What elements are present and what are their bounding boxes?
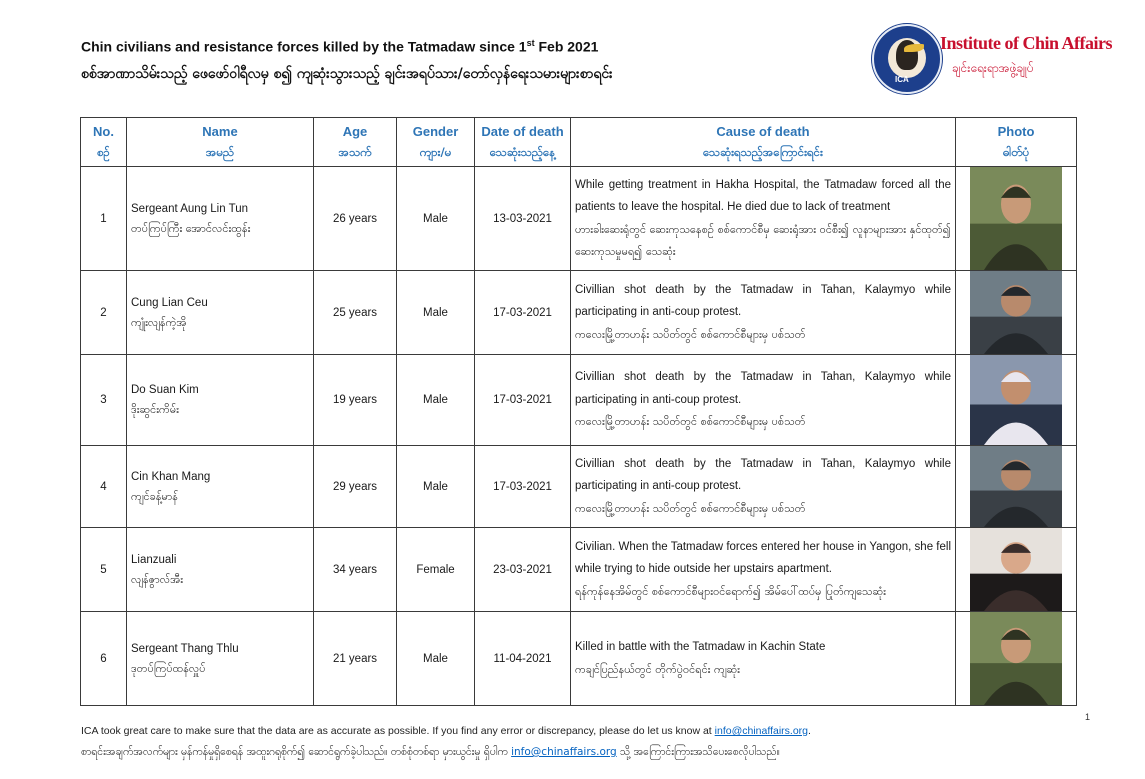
row-number: 1 [81,167,127,271]
age-cell: 34 years [314,528,397,612]
header-age: Age အသက် [314,118,397,167]
page-number: 1 [1085,712,1091,722]
woman-portrait-image [970,528,1062,611]
row-number: 2 [81,271,127,355]
footer-note-burmese: စာရင်းအချက်အလက်များ မှန်ကန်မှုရှိစေရန် အထူးဂရုစိုက်၍ ဆောင်ရွက်ခဲ့ပါသည်။ တစ်စုံတစ်ရာ မှားယွင်းမှု ရှိပါက info@chinaffairs.org သို့ အကြောင်းကြားအသိပေးစေလိုပါသည်။ [81,746,780,758]
cause-text: Civillian shot death by the Tatmadaw in Tahan, Kalaymyo while participating in anti-coup protest. [575,371,951,406]
person-name-cell [127,612,314,706]
row-number: 4 [81,446,127,528]
man-portrait-image [970,446,1062,527]
man-portrait-image [970,271,1062,354]
date-cell: 23-03-2021 [475,528,571,612]
person-name-cell [127,528,314,612]
header-name: Name အမည် [127,118,314,167]
gender-cell: Male [397,612,475,706]
page-title: Chin civilians and resistance forces killed by the Tatmadaw since 1st Feb 2021 [81,38,599,55]
age-cell: 19 years [314,355,397,446]
header-photo: Photo ဓါတ်ပုံ [956,118,1077,167]
photo-cell [956,446,1077,528]
age-cell: 26 years [314,167,397,271]
person-name-cell [127,446,314,528]
header-cause: Cause of death သေဆုံးရသည့်အကြောင်းရင်း [571,118,956,167]
photo-cell [956,528,1077,612]
table-row [81,528,1077,612]
person-name-cell [127,355,314,446]
table-row [81,271,1077,355]
header-date: Date of death သေဆုံးသည့်နေ့ [475,118,571,167]
person-name: Lianzuali [131,553,177,566]
cause-text: Civillian shot death by the Tatmadaw in Tahan, Kalaymyo while participating in anti-coup protest. [575,457,951,493]
cause-text: Civillian shot death by the Tatmadaw in Tahan, Kalaymyo while participating in anti-coup protest. [575,283,951,319]
cause-text-burmese: ကလေးမြို့တာဟန်း သပိတ်တွင် စစ်ကောင်စီများမှ ပစ်သတ် [575,327,806,341]
gender-cell: Male [397,271,475,355]
table-row [81,612,1077,706]
date-cell: 13-03-2021 [475,167,571,271]
ica-logo [872,24,1113,94]
footer-note: ICA took great care to make sure that the data are as accurate as possible. If you find any error or discrepancy, please do let us know at info@chinaffairs.org. [81,725,811,737]
cause-text: Civilian. When the Tatmadaw forces entered her house in Yangon, she fell while trying to hide outside her upstairs apartment. [575,540,951,576]
cause-cell [571,167,956,271]
photo-cell [956,167,1077,271]
person-name-burmese: ဒိုးဆွင်းကိမ်း [131,403,179,416]
person-name-cell [127,271,314,355]
header-no: No. စဉ် [81,118,127,167]
logo-subtitle: ချင်းရေးရာအဖွဲ့ချုပ် [952,61,1034,75]
person-name: Sergeant Thang Thlu [131,642,239,655]
gender-cell: Female [397,528,475,612]
cause-text-burmese: ရန်ကုန်နေအိမ်တွင် စစ်ကောင်စီများဝင်ရောက်၍ အိမ်ပေါ်ထပ်မှ ပြုတ်ကျသေဆုံး [575,584,886,598]
soldier-portrait-image [970,167,1062,270]
gender-cell: Male [397,167,475,271]
row-number: 6 [81,612,127,706]
row-number: 3 [81,355,127,446]
cause-cell [571,612,956,706]
cause-cell [571,271,956,355]
date-cell: 17-03-2021 [475,271,571,355]
table-row [81,167,1077,271]
header-gender: Gender ကျား/မ [397,118,475,167]
cause-text-burmese: ဟားခါးဆေးရုံတွင် ဆေးကုသနေစဉ် စစ်ကောင်စီမှ ဆေးရုံအား ဝင်စီး၍ လူနာများအား နှင်ထုတ်၍ ဆေးကုသမှုမရ၍ သေဆုံး [575,222,951,258]
age-cell: 21 years [314,612,397,706]
table-header-row [81,118,1077,167]
person-name-cell [127,167,314,271]
table-row [81,446,1077,528]
cause-cell [571,446,956,528]
gender-cell: Male [397,355,475,446]
page-title-burmese: စစ်အာဏာသိမ်းသည့် ဖေဖော်ဝါရီလမှ စ၍ ကျဆုံးသွားသည့် ချင်းအရပ်သား/တော်လှန်ရေးသမားများစာရင်း [81,66,613,82]
protester-photo-image [970,355,1062,445]
cause-text: Killed in battle with the Tatmadaw in Kachin State [575,641,826,653]
person-name: Sergeant Aung Lin Tun [131,202,249,215]
cause-cell [571,528,956,612]
casualty-table [80,117,1077,706]
person-name-burmese: ကျင်ခန့်မာန် [131,489,178,503]
gender-cell: Male [397,446,475,528]
logo-name: Institute of Chin Affairs [940,33,1113,53]
person-name: Cung Lian Ceu [131,296,208,309]
hornbill-seal-icon: ICA [872,24,942,94]
photo-cell [956,355,1077,446]
person-name-burmese: ဒုတပ်ကြပ်ထန်လှူပ် [131,661,206,675]
cause-text-burmese: ကလေးမြို့တာဟန်း သပိတ်တွင် စစ်ကောင်စီများမှ ပစ်သတ် [575,501,806,515]
cause-text: While getting treatment in Hakha Hospital, the Tatmadaw forced all the patients to leave the hospital. He died due to lack of treatment [575,178,951,213]
person-name-burmese: လျန်ဇွာလ်အီး [131,572,184,586]
person-name-burmese: ကျုံးလျန်ကဲ့အို [131,315,187,329]
contact-email-link[interactable]: info@chinaffairs.org [714,725,809,737]
date-cell: 17-03-2021 [475,355,571,446]
age-cell: 25 years [314,271,397,355]
photo-cell [956,271,1077,355]
row-number: 5 [81,528,127,612]
soldier-portrait-image [970,612,1062,705]
cause-text-burmese: ကချင်ပြည်နယ်တွင် တိုက်ပွဲဝင်ရင်း ကျဆုံး [575,662,740,676]
person-name: Cin Khan Mang [131,470,211,483]
date-cell: 17-03-2021 [475,446,571,528]
date-cell: 11-04-2021 [475,612,571,706]
age-cell: 29 years [314,446,397,528]
person-name-burmese: တပ်ကြပ်ကြီး အောင်လင်းထွန်း [131,221,251,235]
table-row [81,355,1077,446]
cause-text-burmese: ကလေးမြို့တာဟန်း သပိတ်တွင် စစ်ကောင်စီများမှ ပစ်သတ် [575,415,806,429]
contact-email-link-burmese[interactable]: info@chinaffairs.org [511,746,617,758]
person-name: Do Suan Kim [131,384,199,396]
photo-cell [956,612,1077,706]
cause-cell [571,355,956,446]
